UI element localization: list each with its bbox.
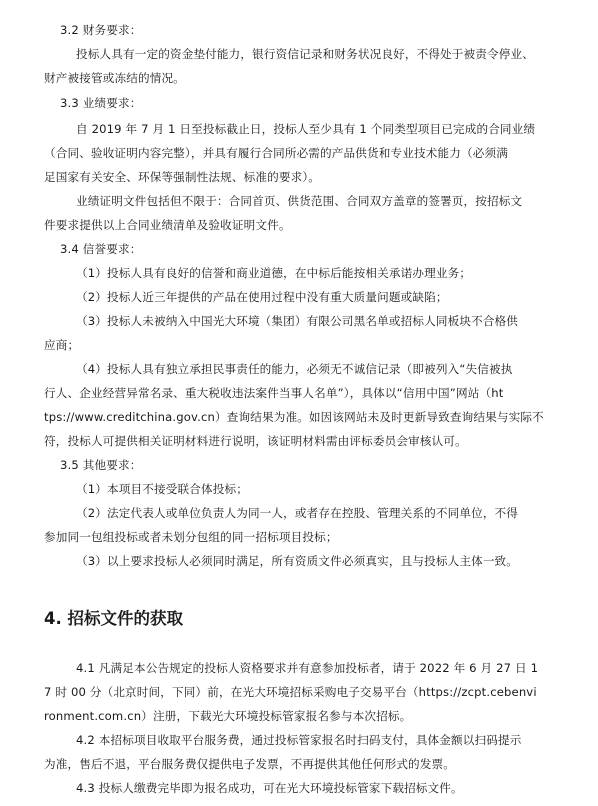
list-item: （3）以上要求投标人必须同时满足，所有资质文件必须真实，且与投标人主体一致。 [76,554,519,568]
list-item: （4）投标人具有独立承担民事责任的能力，必须无不诚信记录（即被列入“失信被执 [76,362,513,376]
paragraph-line: 自 2019 年 7 月 1 日至投标截止日，投标人至少具有 1 个同类型项目已完成的合同业绩 [76,122,536,136]
list-item: （1）投标人具有良好的信誉和商业道德，在中标后能按相关承诺办理业务； [76,266,472,280]
paragraph-line: 7 时 00 分（北京时间，下同）前，在光大环境招标采购电子交易平台（https://zcpt.cebenvi [44,685,537,699]
list-item-continued: 应商； [44,338,80,352]
paragraph-line: 为准，售后不退，平台服务费仅提供电子发票，不再提供其他任何形式的发票。 [44,757,456,771]
paragraph-line: 财产被接管或冻结的情况。 [44,71,185,85]
paragraph-line: ronment.com.cn）注册，下载光大环境投标管家报名参与本次招标。 [44,709,412,723]
list-item: （1）本项目不接受联合体投标； [76,482,248,496]
paragraph-line: 4.3 投标人缴费完毕即为报名成功，可在光大环境投标管家下载招标文件。 [76,781,463,795]
section-3-2-title: 3.2 财务要求： [60,23,142,37]
paragraph-line: 业绩证明文件包括但不限于：合同首页、供货范围、合同双方盖章的签署页，按招标文 [76,194,523,208]
list-item-continued: 符，投标人可提供相关证明材料进行说明，该证明材料需由评标委员会审核认可。 [44,434,467,448]
paragraph-line: 4.1 凡满足本公告规定的投标人资格要求并有意参加投标者，请于 2022 年 6 月 27 日 1 [76,661,539,675]
list-item: （3）投标人未被纳入中国光大环境（集团）有限公司黑名单或招标人同板块不合格供 [76,314,519,328]
paragraph-line: 4.2 本招标项目收取平台服务费，通过投标管家报名时扫码支付，具体金额以扫码提示 [76,733,522,747]
section-4-heading: 4. 招标文件的获取 [44,609,183,628]
list-item: （2）法定代表人或单位负责人为同一人，或者存在控股、管理关系的不同单位，不得 [76,506,519,520]
section-3-3-title: 3.3 业绩要求： [60,96,142,110]
list-item: （2）投标人近三年提供的产品在使用过程中没有重大质量问题或缺陷； [76,290,448,304]
list-item-continued: 参加同一包组投标或者未划分包组的同一招标项目投标； [44,530,338,544]
paragraph-line: 足国家有关安全、环保等强制性法规、标准的要求）。 [44,170,321,184]
section-3-5-title: 3.5 其他要求： [60,458,142,472]
list-item-continued: tps://www.creditchina.gov.cn）查询结果为准。如因该网站未及时更新导致查询结果与实际不 [44,410,544,424]
paragraph-line: （合同、验收证明内容完整），并具有履行合同所必需的产品供货和专业技术能力（必须满 [44,146,508,160]
section-3-4-title: 3.4 信誉要求： [60,242,142,256]
paragraph-line: 件要求提供以上合同业绩清单及验收证明文件。 [44,218,291,232]
list-item-continued: 行人、企业经营异常名录、重大税收违法案件当事人名单”），具体以“信用中国”网站（ht [44,386,504,400]
paragraph-line: 投标人具有一定的资金垫付能力，银行资信记录和财务状况良好，不得处于被责令停业、 [76,47,535,61]
